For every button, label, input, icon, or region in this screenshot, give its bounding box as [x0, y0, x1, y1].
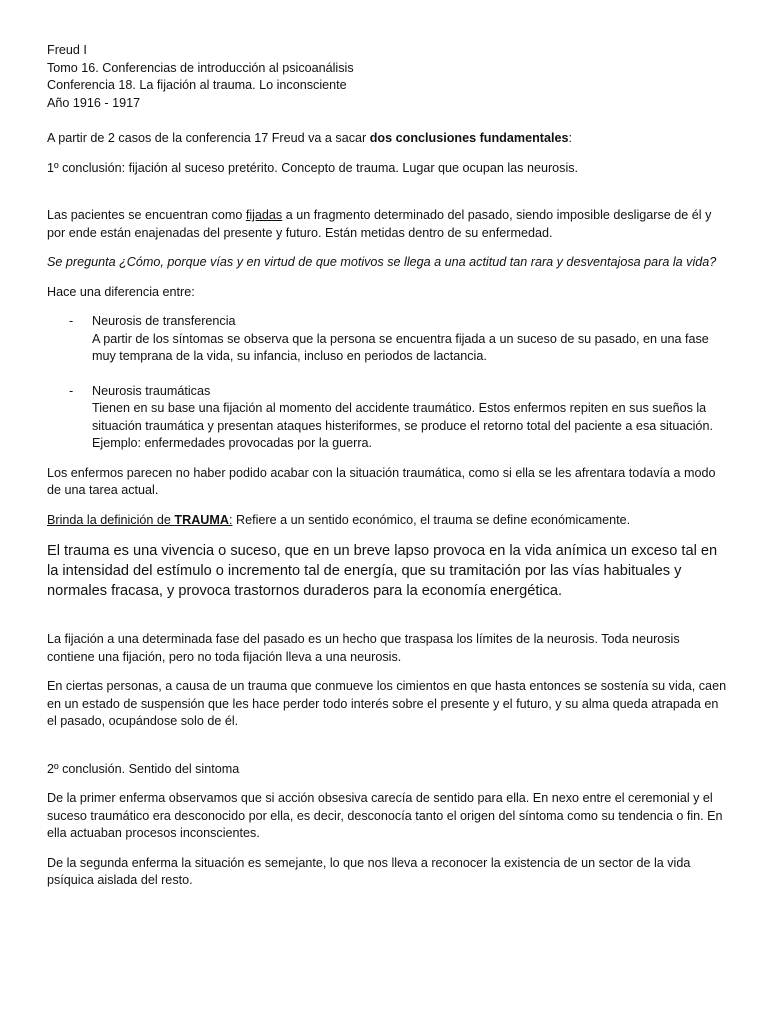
- second-conclusion: 2º conclusión. Sentido del sintoma: [47, 761, 240, 776]
- trauma-label-bold: TRAUMA: [174, 512, 229, 527]
- intro-colon: :: [568, 131, 572, 145]
- patients-text-before: Las pacientes se encuentran como: [47, 208, 246, 222]
- list-item-example: Ejemplo: enfermedades provocadas por la guerra.: [92, 436, 373, 450]
- list-item: [47, 313, 727, 366]
- header-year: Año 1916 - 1917: [47, 95, 141, 110]
- patients-text-after: a un fragmento determinado del pasado, siendo imposible desligarse de él y por ende están enajenadas del presente y futuro. Están metidas dentro de su enfermedad.: [47, 208, 712, 240]
- document-page: [47, 42, 727, 890]
- list-dash: -: [69, 314, 74, 328]
- certain-people-paragraph: En ciertas personas, a causa de un trauma que conmueve los cimientos en que hasta entonces se sostenía su vida, caen en un estado de suspensión que les hace perder todo interés sobre el presente y el futuro, y su alma queda atrapada en el pasado, ocupándose solo de él.: [47, 679, 727, 728]
- trauma-label-text: Brinda la definición de: [47, 512, 175, 527]
- trauma-definition-label: [47, 513, 233, 527]
- list-item: [47, 383, 727, 453]
- list-item-body: Tienen en su base una fijación al momento del accidente traumático. Estos enfermos repiten en sus sueños la situación traumática y presentan ataques histeriformes, se produce el retorno total del paciente a esa situación.: [92, 401, 713, 433]
- trauma-definition: [47, 512, 727, 530]
- document-header: [47, 42, 727, 112]
- first-patient-paragraph: De la primer enferma observamos que si acción obsesiva carecía de sentido para ella. En nexo entre el ceremonial y el suceso traumático era desconocido por ella, es decir, desconocía tanto el origen del síntoma como su tendencia o fin. En ella actuaban procesos inconscientes.: [47, 791, 723, 840]
- intro-text: A partir de 2 casos de la conferencia 17 Freud va a sacar: [47, 131, 370, 145]
- patients-underlined-word: fijadas: [245, 208, 283, 222]
- trauma-label-colon: :: [229, 512, 233, 527]
- list-dash: -: [69, 383, 74, 398]
- first-conclusion: 1º conclusión: fijación al suceso pretérito. Concepto de trauma. Lugar que ocupan las neurosis.: [47, 160, 579, 175]
- header-volume: Tomo 16. Conferencias de introducción al psicoanálisis: [47, 60, 354, 75]
- trauma-paragraph: El trauma es una vivencia o suceso, que en un breve lapso provoca en la vida anímica un exceso tal en la intensidad del estímulo o incremento tal de energía, que su tramitación por las vías habituales y normales fracasa, y provoca trastornos duraderos para la economía energética.: [47, 543, 718, 599]
- trauma-definition-text: Refiere a un sentido económico, el trauma se define económicamente.: [232, 512, 631, 527]
- list-item-title: Neurosis traumáticas: [92, 383, 211, 398]
- neurosis-list: [47, 313, 727, 453]
- intro-paragraph: [47, 130, 727, 148]
- fixation-paragraph: La fijación a una determinada fase del pasado es un hecho que traspasa los límites de la neurosis. Toda neurosis contiene una fijación, pero no toda fijación lleva a una neurosis.: [47, 632, 680, 664]
- question-paragraph: Se pregunta ¿Cómo, porque vías y en virtud de que motivos se llega a una actitud tan rara y desventajosa para la vida?: [47, 255, 717, 269]
- difference-intro: Hace una diferencia entre:: [47, 284, 195, 299]
- second-patient-paragraph: De la segunda enferma la situación es semejante, lo que nos lleva a reconocer la existencia de un sector de la vida psíquica aislada del resto.: [47, 855, 691, 887]
- header-lecture: Conferencia 18. La fijación al trauma. Lo inconsciente: [47, 78, 347, 92]
- patients-paragraph: [47, 207, 727, 242]
- patients-unable-paragraph: Los enfermos parecen no haber podido acabar con la situación traumática, como si ella se les afrentara todavía a modo de una tarea actual.: [47, 465, 716, 497]
- list-item-title: Neurosis de transferencia: [92, 314, 236, 328]
- list-item-body: A partir de los síntomas se observa que la persona se encuentra fijada a un suceso de su pasado, en una fase muy temprana de la vida, su infancia, incluso en periodos de lactancia.: [92, 331, 709, 363]
- intro-bold-text: dos conclusiones fundamentales: [369, 131, 569, 145]
- header-author: Freud I: [47, 43, 87, 57]
